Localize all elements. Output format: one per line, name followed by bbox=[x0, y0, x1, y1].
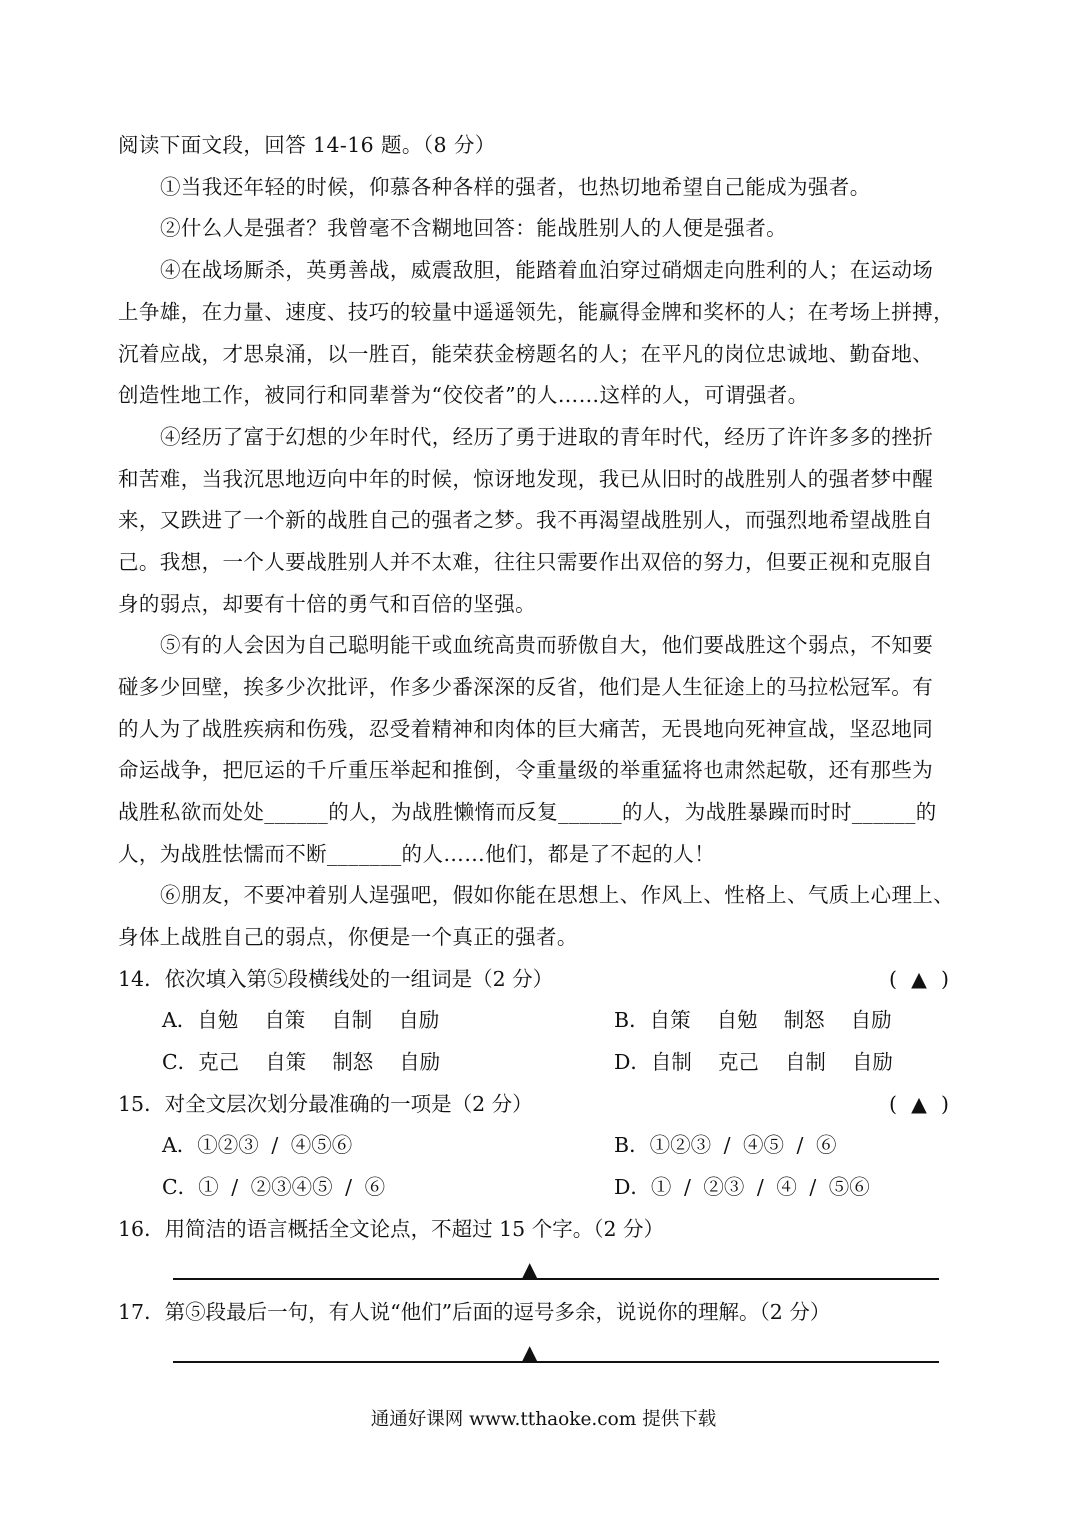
question-16-stem: 16．用简洁的语言概括全文论点，不超过 15 个字。（2 分） bbox=[118, 1217, 665, 1241]
reading-intro: 阅读下面文段，回答 14-16 题。（8 分） bbox=[118, 133, 496, 157]
question-15-option-c[interactable]: C．① / ②③④⑤ / ⑥ bbox=[162, 1175, 386, 1199]
paragraph-line: ⑤有的人会因为自己聪明能干或血统高贵而骄傲自大，他们要战胜这个弱点，不知要 bbox=[160, 633, 934, 657]
question-16-answer-line[interactable] bbox=[173, 1278, 939, 1280]
paragraph-line-with-blanks: 人，为战胜怯懦而不断_______的人……他们，都是了不起的人！ bbox=[118, 842, 716, 866]
paragraph-line: 身体上战胜自己的弱点，你便是一个真正的强者。 bbox=[118, 925, 578, 949]
paragraph-line: 创造性地工作，被同行和同辈誉为“佼佼者”的人……这样的人，可谓强者。 bbox=[118, 383, 809, 407]
triangle-mark-icon: ▲ bbox=[911, 1092, 927, 1116]
paragraph-line: 的人为了战胜疾病和伤残，忍受着精神和肉体的巨大痛苦，无畏地向死神宣战，坚忍地同 bbox=[118, 717, 934, 741]
question-14-option-c[interactable]: C．克己 自策 制怒 自励 bbox=[162, 1050, 441, 1074]
paragraph-line-with-blanks: 战胜私欲而处处______的人，为战胜懒惰而反复______的人，为战胜暴躁而时时______的 bbox=[118, 800, 937, 824]
question-15-option-d[interactable]: D．① / ②③ / ④ / ⑤⑥ bbox=[614, 1175, 870, 1199]
question-15-option-b[interactable]: B．①②③ / ④⑤ / ⑥ bbox=[614, 1133, 837, 1157]
paren-open: ( bbox=[889, 967, 897, 991]
question-14-stem: 14．依次填入第⑤段横线处的一组词是（2 分） bbox=[118, 967, 554, 991]
paragraph-line: 上争雄，在力量、速度、技巧的较量中遥遥领先，能赢得金牌和奖杯的人；在考场上拼搏， bbox=[118, 300, 954, 324]
paragraph-line: 己。我想，一个人要战胜别人并不太难，往往只需要作出双倍的努力，但要正视和克服自 bbox=[118, 550, 934, 574]
paren-close: ) bbox=[941, 1092, 949, 1116]
question-14-option-d[interactable]: D．自制 克己 自制 自励 bbox=[614, 1050, 893, 1074]
paragraph-line: 来，又跌进了一个新的战胜自己的强者之梦。我不再渴望战胜别人，而强烈地希望战胜自 bbox=[118, 508, 934, 532]
triangle-mark-icon: ▲ bbox=[911, 967, 927, 991]
paragraph-line: 碰多少回壁，挨多少次批评，作多少番深深的反省，他们是人生征途上的马拉松冠军。有 bbox=[118, 675, 934, 699]
paragraph-line: 沉着应战，才思泉涌，以一胜百，能荣获金榜题名的人；在平凡的岗位忠诚地、勤奋地、 bbox=[118, 342, 934, 366]
question-14-option-b[interactable]: B．自策 自勉 制怒 自励 bbox=[614, 1008, 892, 1032]
question-17-answer-line[interactable] bbox=[173, 1361, 939, 1363]
question-14-answer-slot[interactable] bbox=[889, 965, 949, 993]
question-15-answer-slot[interactable] bbox=[889, 1090, 949, 1118]
paragraph-line: ④在战场厮杀，英勇善战，威震敌胆，能踏着血泊穿过硝烟走向胜利的人；在运动场 bbox=[160, 258, 934, 282]
paren-open: ( bbox=[889, 1092, 897, 1116]
page-footer: 通通好课网 www.tthaoke.com 提供下载 bbox=[370, 1409, 717, 1430]
paragraph-line: ②什么人是强者？我曾毫不含糊地回答：能战胜别人的人便是强者。 bbox=[160, 216, 787, 240]
question-14-option-a[interactable]: A．自勉 自策 自制 自励 bbox=[162, 1008, 440, 1032]
paragraph-line: 命运战争，把厄运的千斤重压举起和推倒，令重量级的举重猛将也肃然起敬，还有那些为 bbox=[118, 758, 934, 782]
paragraph-line: ①当我还年轻的时候，仰慕各种各样的强者，也热切地希望自己能成为强者。 bbox=[160, 175, 871, 199]
question-15-stem: 15．对全文层次划分最准确的一项是（2 分） bbox=[118, 1092, 533, 1116]
question-15-option-a[interactable]: A．①②③ / ④⑤⑥ bbox=[162, 1133, 353, 1157]
paragraph-line: ④经历了富于幻想的少年时代，经历了勇于进取的青年时代，经历了许许多多的挫折 bbox=[160, 425, 934, 449]
triangle-mark-icon: ▲ bbox=[522, 1340, 538, 1364]
paragraph-line: 身的弱点，却要有十倍的勇气和百倍的坚强。 bbox=[118, 592, 536, 616]
paren-close: ) bbox=[941, 967, 949, 991]
paragraph-line: 和苦难，当我沉思地迈向中年的时候，惊讶地发现，我已从旧时的战胜别人的强者梦中醒 bbox=[118, 467, 934, 491]
question-17-stem: 17．第⑤段最后一句，有人说“他们”后面的逗号多余，说说你的理解。（2 分） bbox=[118, 1300, 831, 1324]
paragraph-line: ⑥朋友，不要冲着别人逞强吧，假如你能在思想上、作风上、性格上、气质上心理上、 bbox=[160, 883, 955, 907]
triangle-mark-icon: ▲ bbox=[522, 1257, 538, 1281]
